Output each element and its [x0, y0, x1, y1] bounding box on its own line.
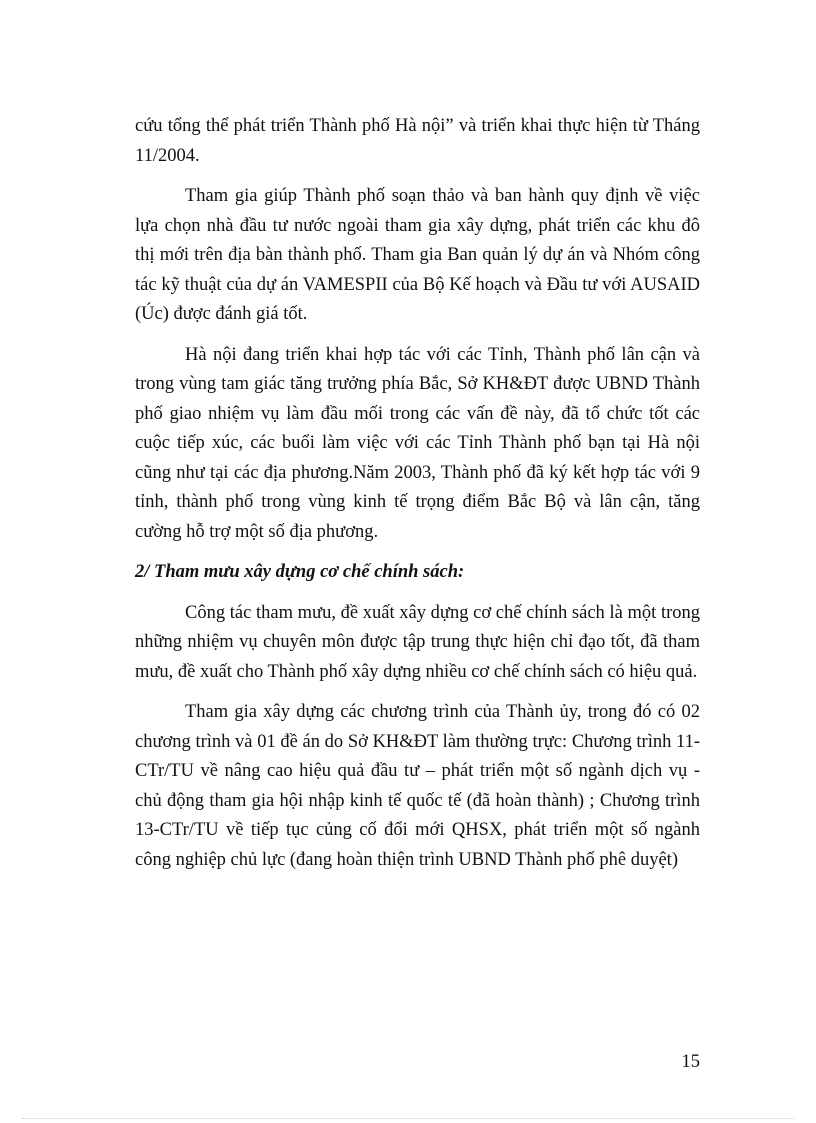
page-body — [135, 112, 700, 886]
paragraph-policy-advice: Công tác tham mưu, đề xuất xây dựng cơ chế chính sách là một trong những nhiệm vụ chuyên môn được tập trung thực hiện chỉ đạo tốt, đã tham mưu, đề xuất cho Thành phố xây dựng nhiều cơ chế chính sách có hiệu quả. — [135, 602, 700, 682]
paragraph-regulation: Tham gia giúp Thành phố soạn thảo và ban hành quy định về việc lựa chọn nhà đầu tư nước ngoài tham gia xây dựng, phát triển các khu đô thị mới trên địa bàn thành phố. Tham gia Ban quản lý dự án và Nhóm công tác kỹ thuật của dự án VAMESPII của Bộ Kế hoạch và Đầu tư với AUSAID (Úc) được đánh giá tốt. — [135, 186, 700, 324]
paragraph-continuation: cứu tổng thể phát triển Thành phố Hà nội” và triển khai thực hiện từ Tháng 11/2004. — [135, 116, 700, 166]
paragraph-cooperation: Hà nội đang triển khai hợp tác với các Tỉnh, Thành phố lân cận và trong vùng tam giác tăng trưởng phía Bắc, Sở KH&ĐT được UBND Thành phố giao nhiệm vụ làm đầu mối trong các vấn đề này, đã tổ chức tốt các cuộc tiếp xúc, các buổi làm việc với các Tỉnh Thành phố bạn tại Hà nội cũng như tại các địa phương.Năm 2003, Thành phố đã ký kết hợp tác với 9 tỉnh, thành phố trong vùng kinh tế trọng điểm Bắc Bộ và lân cận, tăng cường hỗ trợ một số địa phương. — [135, 344, 700, 542]
page-number: 15 — [681, 1052, 700, 1072]
paragraph-programs: Tham gia xây dựng các chương trình của Thành ủy, trong đó có 02 chương trình và 01 đề án do Sở KH&ĐT làm thường trực: Chương trình 11-CTr/TU về nâng cao hiệu quả đầu tư – phát triển một số ngành dịch vụ - chủ động tham gia hội nhập kinh tế quốc tế (đã hoàn thành) ; Chương trình 13-CTr/TU về tiếp tục củng cố đổi mới QHSX, phát triển một số ngành công nghiệp chủ lực (đang hoàn thiện trình UBND Thành phố phê duyệt) — [135, 702, 700, 870]
section-heading: 2/ Tham mưu xây dựng cơ chế chính sách: — [135, 562, 465, 582]
page-bottom-divider — [22, 1118, 794, 1119]
